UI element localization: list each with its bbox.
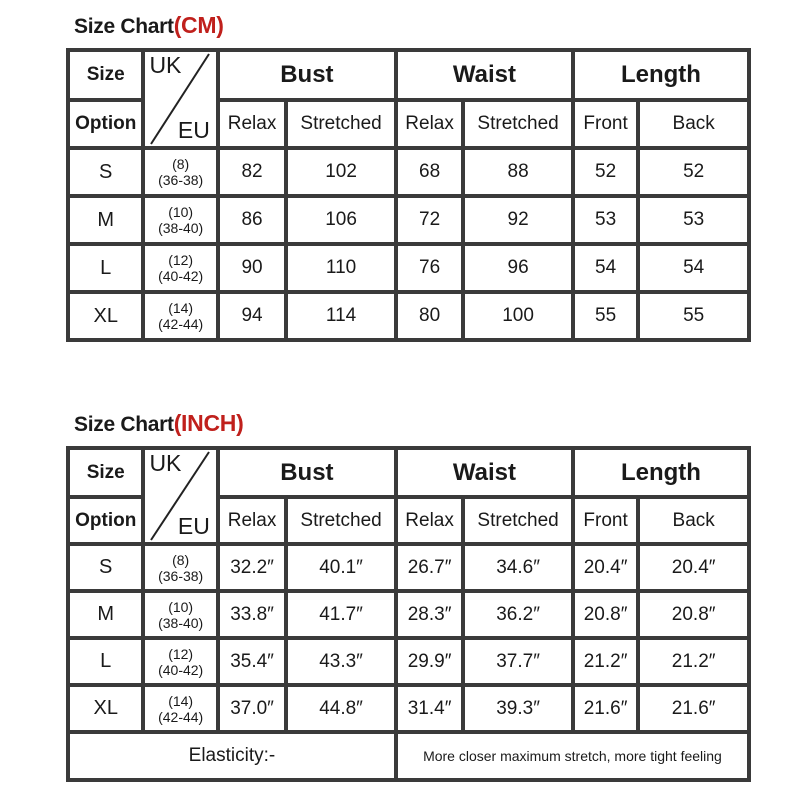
bust-stretched-header: Stretched	[288, 499, 394, 542]
table-row	[70, 150, 747, 194]
waist-stretched-header: Stretched	[465, 102, 571, 146]
waist-header: Waist	[398, 52, 571, 98]
length-back-value: 54	[640, 246, 747, 290]
eu-size: (40-42)	[158, 661, 204, 678]
bust-relax-value: 90	[220, 246, 284, 290]
eu-size: (36-38)	[158, 567, 204, 584]
length-back-header: Back	[640, 102, 747, 146]
uk-eu-cell	[145, 150, 215, 194]
bust-relax-value: 32.2″	[220, 546, 284, 589]
uk-size: (10)	[168, 598, 194, 615]
uk-eu-cell	[145, 198, 215, 242]
uk-size: (10)	[168, 204, 194, 220]
elasticity-row	[70, 734, 747, 778]
waist-relax-value: 29.9″	[398, 640, 461, 683]
bust-stretched-value: 110	[288, 246, 394, 290]
waist-relax-value: 28.3″	[398, 593, 461, 636]
waist-relax-header: Relax	[398, 102, 461, 146]
length-back-value: 20.4″	[640, 546, 747, 589]
table-row	[70, 246, 747, 290]
uk-eu-cell	[145, 246, 215, 290]
waist-stretched-value: 96	[465, 246, 571, 290]
length-header: Length	[575, 52, 747, 98]
waist-relax-value: 76	[398, 246, 461, 290]
eu-size: (40-42)	[158, 268, 204, 284]
table-row	[70, 546, 747, 589]
uk-size: (8)	[172, 156, 190, 172]
bust-relax-value: 35.4″	[220, 640, 284, 683]
waist-relax-value: 80	[398, 294, 461, 338]
table-row	[70, 687, 747, 730]
uk-size: (8)	[172, 551, 190, 568]
uk-eu-header	[145, 450, 215, 542]
bust-header: Bust	[220, 52, 394, 98]
bust-relax-value: 37.0″	[220, 687, 284, 730]
inch-chart-title	[74, 412, 243, 435]
size-cell: L	[70, 640, 141, 683]
cm-header-row	[70, 52, 747, 98]
option-label: Option	[70, 499, 141, 542]
elasticity-label: Elasticity:-	[70, 734, 394, 778]
length-header: Length	[575, 450, 747, 495]
uk-eu-cell	[145, 294, 215, 338]
bust-stretched-value: 43.3″	[288, 640, 394, 683]
bust-stretched-value: 41.7″	[288, 593, 394, 636]
waist-relax-value: 31.4″	[398, 687, 461, 730]
uk-eu-cell	[145, 546, 215, 589]
waist-stretched-value: 34.6″	[465, 546, 571, 589]
uk-label: UK	[149, 450, 182, 476]
eu-size: (42-44)	[158, 708, 204, 725]
uk-eu-cell	[145, 687, 215, 730]
bust-relax-value: 86	[220, 198, 284, 242]
length-front-value: 54	[575, 246, 636, 290]
waist-stretched-value: 92	[465, 198, 571, 242]
bust-stretched-value: 102	[288, 150, 394, 194]
waist-stretched-value: 100	[465, 294, 571, 338]
length-back-value: 20.8″	[640, 593, 747, 636]
waist-stretched-header: Stretched	[465, 499, 571, 542]
bust-stretched-value: 44.8″	[288, 687, 394, 730]
length-front-value: 20.8″	[575, 593, 636, 636]
uk-size: (14)	[168, 300, 194, 316]
cm-chart-title	[74, 14, 224, 37]
size-cell: XL	[70, 294, 141, 338]
waist-stretched-value: 88	[465, 150, 571, 194]
bust-relax-value: 82	[220, 150, 284, 194]
length-back-value: 53	[640, 198, 747, 242]
length-back-value: 21.2″	[640, 640, 747, 683]
option-label: Option	[70, 102, 141, 146]
eu-label: EU	[177, 117, 210, 143]
bust-stretched-value: 40.1″	[288, 546, 394, 589]
eu-label: EU	[177, 513, 210, 539]
waist-relax-header: Relax	[398, 499, 461, 542]
bust-relax-header: Relax	[220, 499, 284, 542]
length-back-value: 52	[640, 150, 747, 194]
waist-stretched-value: 36.2″	[465, 593, 571, 636]
length-front-value: 52	[575, 150, 636, 194]
length-back-value: 55	[640, 294, 747, 338]
length-front-value: 20.4″	[575, 546, 636, 589]
eu-size: (36-38)	[158, 172, 204, 188]
size-label: Size	[70, 450, 141, 495]
size-cell: XL	[70, 687, 141, 730]
bust-relax-value: 94	[220, 294, 284, 338]
bust-stretched-value: 114	[288, 294, 394, 338]
eu-size: (42-44)	[158, 316, 204, 332]
bust-stretched-header: Stretched	[288, 102, 394, 146]
uk-eu-cell	[145, 640, 215, 683]
inch-size-table	[66, 446, 751, 782]
uk-label: UK	[149, 52, 182, 78]
waist-relax-value: 68	[398, 150, 461, 194]
size-cell: S	[70, 546, 141, 589]
uk-eu-header	[145, 52, 215, 146]
length-front-value: 21.6″	[575, 687, 636, 730]
table-row	[70, 294, 747, 338]
waist-stretched-value: 37.7″	[465, 640, 571, 683]
length-front-value: 55	[575, 294, 636, 338]
elasticity-text: More closer maximum stretch, more tight feeling	[398, 734, 747, 778]
length-front-value: 53	[575, 198, 636, 242]
waist-relax-value: 26.7″	[398, 546, 461, 589]
size-cell: L	[70, 246, 141, 290]
length-back-value: 21.6″	[640, 687, 747, 730]
length-front-value: 21.2″	[575, 640, 636, 683]
waist-header: Waist	[398, 450, 571, 495]
uk-size: (14)	[168, 692, 194, 709]
size-label: Size	[70, 52, 141, 98]
eu-size: (38-40)	[158, 220, 204, 236]
bust-relax-header: Relax	[220, 102, 284, 146]
bust-header: Bust	[220, 450, 394, 495]
inch-header-row	[70, 450, 747, 495]
length-back-header: Back	[640, 499, 747, 542]
cm-title-prefix: Size Chart	[74, 15, 174, 38]
uk-size: (12)	[168, 645, 194, 662]
cm-title-unit: (CM)	[173, 12, 224, 38]
uk-size: (12)	[168, 252, 194, 268]
table-row	[70, 593, 747, 636]
waist-relax-value: 72	[398, 198, 461, 242]
table-row	[70, 640, 747, 683]
inch-title-unit: (INCH)	[173, 410, 244, 436]
bust-relax-value: 33.8″	[220, 593, 284, 636]
eu-size: (38-40)	[158, 614, 204, 631]
table-row	[70, 198, 747, 242]
uk-eu-cell	[145, 593, 215, 636]
inch-title-prefix: Size Chart	[74, 413, 174, 436]
length-front-header: Front	[575, 499, 636, 542]
size-cell: S	[70, 150, 141, 194]
bust-stretched-value: 106	[288, 198, 394, 242]
cm-size-table	[66, 48, 751, 342]
size-cell: M	[70, 198, 141, 242]
size-cell: M	[70, 593, 141, 636]
length-front-header: Front	[575, 102, 636, 146]
waist-stretched-value: 39.3″	[465, 687, 571, 730]
